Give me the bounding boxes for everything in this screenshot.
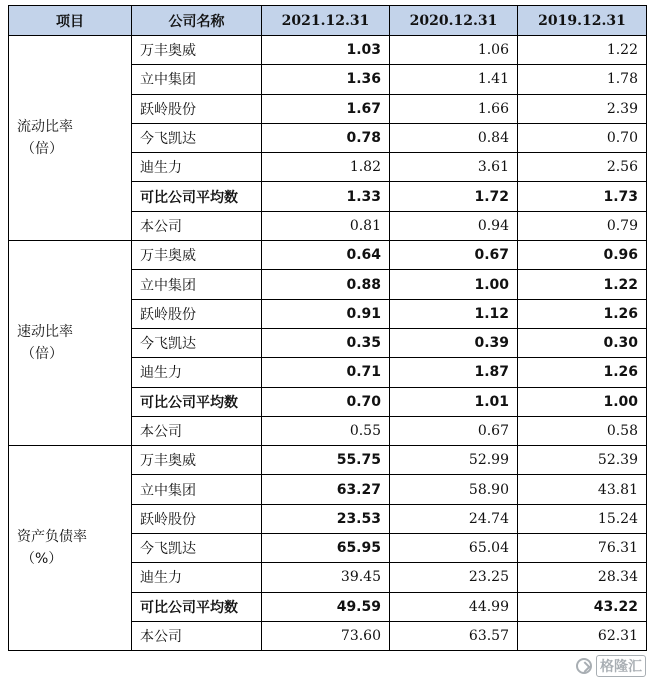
financial-ratio-table (8, 5, 647, 651)
value-cell: 1.72 (390, 182, 518, 211)
value-cell: 1.67 (262, 94, 390, 123)
value-cell: 1.22 (518, 36, 647, 65)
value-cell: 28.34 (518, 563, 647, 592)
company-name: 可比公司平均数 (132, 387, 262, 416)
value-cell: 0.70 (262, 387, 390, 416)
company-name: 立中集团 (132, 270, 262, 299)
header-2020: 2020.12.31 (390, 6, 518, 36)
value-cell: 0.79 (518, 211, 647, 240)
value-cell: 0.71 (262, 358, 390, 387)
value-cell: 0.96 (518, 241, 647, 270)
value-cell: 1.82 (262, 153, 390, 182)
value-cell: 0.94 (390, 211, 518, 240)
header-2021: 2021.12.31 (262, 6, 390, 36)
value-cell: 1.36 (262, 65, 390, 94)
value-cell: 1.06 (390, 36, 518, 65)
value-cell: 0.30 (518, 328, 647, 357)
company-name: 跃岭股份 (132, 94, 262, 123)
value-cell: 65.95 (262, 534, 390, 563)
company-name: 迪生力 (132, 153, 262, 182)
value-cell: 0.64 (262, 241, 390, 270)
value-cell: 62.31 (518, 621, 647, 650)
header-item: 项目 (9, 6, 132, 36)
value-cell: 0.58 (518, 416, 647, 445)
company-name: 本公司 (132, 416, 262, 445)
value-cell: 55.75 (262, 446, 390, 475)
value-cell: 52.39 (518, 446, 647, 475)
group-label: 资产负债率 (17, 529, 87, 546)
value-cell: 0.67 (390, 416, 518, 445)
company-name: 今飞凯达 (132, 123, 262, 152)
value-cell: 2.39 (518, 94, 647, 123)
value-cell: 1.12 (390, 299, 518, 328)
group-unit: （倍） (21, 141, 63, 158)
table-row (9, 446, 647, 475)
company-name: 迪生力 (132, 358, 262, 387)
value-cell: 3.61 (390, 153, 518, 182)
value-cell: 1.41 (390, 65, 518, 94)
gelonghui-logo-icon (576, 658, 592, 674)
company-name: 迪生力 (132, 563, 262, 592)
value-cell: 24.74 (390, 504, 518, 533)
value-cell: 1.03 (262, 36, 390, 65)
value-cell: 15.24 (518, 504, 647, 533)
value-cell: 0.67 (390, 241, 518, 270)
value-cell: 0.88 (262, 270, 390, 299)
company-name: 可比公司平均数 (132, 592, 262, 621)
value-cell: 0.84 (390, 123, 518, 152)
company-name: 立中集团 (132, 65, 262, 94)
value-cell: 1.66 (390, 94, 518, 123)
value-cell: 58.90 (390, 475, 518, 504)
value-cell: 73.60 (262, 621, 390, 650)
value-cell: 0.35 (262, 328, 390, 357)
header-2019: 2019.12.31 (518, 6, 647, 36)
value-cell: 1.33 (262, 182, 390, 211)
header-company: 公司名称 (132, 6, 262, 36)
group-label-cell (9, 446, 132, 651)
value-cell: 43.22 (518, 592, 647, 621)
value-cell: 63.57 (390, 621, 518, 650)
value-cell: 1.26 (518, 358, 647, 387)
watermark (576, 655, 646, 677)
value-cell: 39.45 (262, 563, 390, 592)
value-cell: 49.59 (262, 592, 390, 621)
table-header-row (9, 6, 647, 36)
company-name: 可比公司平均数 (132, 182, 262, 211)
company-name: 跃岭股份 (132, 299, 262, 328)
value-cell: 44.99 (390, 592, 518, 621)
value-cell: 2.56 (518, 153, 647, 182)
value-cell: 23.53 (262, 504, 390, 533)
watermark-text: 格隆汇 (596, 655, 646, 677)
group-label-cell (9, 241, 132, 446)
group-label: 流动比率 (17, 119, 73, 136)
value-cell: 1.26 (518, 299, 647, 328)
value-cell: 0.81 (262, 211, 390, 240)
company-name: 立中集团 (132, 475, 262, 504)
value-cell: 1.01 (390, 387, 518, 416)
company-name: 今飞凯达 (132, 328, 262, 357)
value-cell: 0.55 (262, 416, 390, 445)
company-name: 本公司 (132, 621, 262, 650)
value-cell: 1.73 (518, 182, 647, 211)
value-cell: 1.22 (518, 270, 647, 299)
company-name: 万丰奥威 (132, 36, 262, 65)
value-cell: 0.78 (262, 123, 390, 152)
company-name: 本公司 (132, 211, 262, 240)
value-cell: 63.27 (262, 475, 390, 504)
table-row (9, 36, 647, 65)
company-name: 今飞凯达 (132, 534, 262, 563)
group-label: 速动比率 (17, 324, 73, 341)
value-cell: 0.91 (262, 299, 390, 328)
company-name: 跃岭股份 (132, 504, 262, 533)
company-name: 万丰奥威 (132, 241, 262, 270)
value-cell: 1.78 (518, 65, 647, 94)
value-cell: 76.31 (518, 534, 647, 563)
table-row (9, 241, 647, 270)
group-label-cell (9, 36, 132, 241)
value-cell: 1.87 (390, 358, 518, 387)
value-cell: 52.99 (390, 446, 518, 475)
company-name: 万丰奥威 (132, 446, 262, 475)
value-cell: 0.70 (518, 123, 647, 152)
value-cell: 0.39 (390, 328, 518, 357)
value-cell: 23.25 (390, 563, 518, 592)
group-unit: （%） (21, 551, 63, 568)
value-cell: 43.81 (518, 475, 647, 504)
value-cell: 1.00 (390, 270, 518, 299)
value-cell: 1.00 (518, 387, 647, 416)
value-cell: 65.04 (390, 534, 518, 563)
group-unit: （倍） (21, 346, 63, 363)
